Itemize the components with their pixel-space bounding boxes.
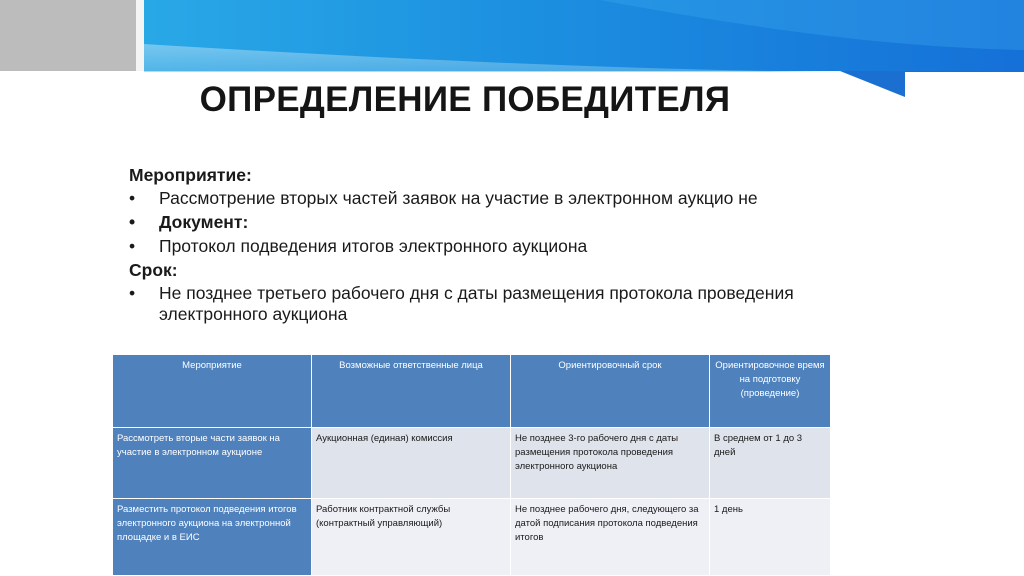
table-cell: Рассмотреть вторые части заявок на участие в электронном аукционе [113,428,312,499]
table-cell: Работник контрактной службы (контрактный управляющий) [312,499,511,576]
table-row [113,499,831,576]
table-cell: 1 день [710,499,831,576]
table-header-cell: Ориентировочный срок [511,355,710,428]
deadline-heading: Срок: [129,260,178,280]
slide-title: ОПРЕДЕЛЕНИЕ ПОБЕДИТЕЛЯ [199,80,731,119]
table-cell: Аукционная (единая) комиссия [312,428,511,499]
table-header-cell: Возможные ответственные лица [312,355,511,428]
document-item: • Протокол подведения итогов электронного аукциона [129,236,809,257]
deadline-list [129,283,809,325]
table-row [113,428,831,499]
deadline-item: • Не позднее третьего рабочего дня с даты размещения протокола проведения электронного аукциона [129,283,809,325]
event-heading: Мероприятие: [129,165,252,185]
table-cell: В среднем от 1 до 3 дней [710,428,831,499]
table-cell: Не позднее 3-го рабочего дня с даты размещения протокола проведения электронного аукциона [511,428,710,499]
event-list [129,188,809,257]
table-cell: Не позднее рабочего дня, следующего за датой подписания протокола подведения итогов [511,499,710,576]
table-header-cell: Ориентировочное время на подготовку (проведение) [710,355,831,428]
schedule-table [112,354,831,576]
table-header-row [113,355,831,428]
document-heading: • Документ: [129,212,809,233]
event-item: • Рассмотрение вторых частей заявок на участие в электронном аукцио не [129,188,809,209]
content-block [129,163,809,328]
table-cell: Разместить протокол подведения итогов электронного аукциона на электронной площадке и в ЕИС [113,499,312,576]
table-header-cell: Мероприятие [113,355,312,428]
